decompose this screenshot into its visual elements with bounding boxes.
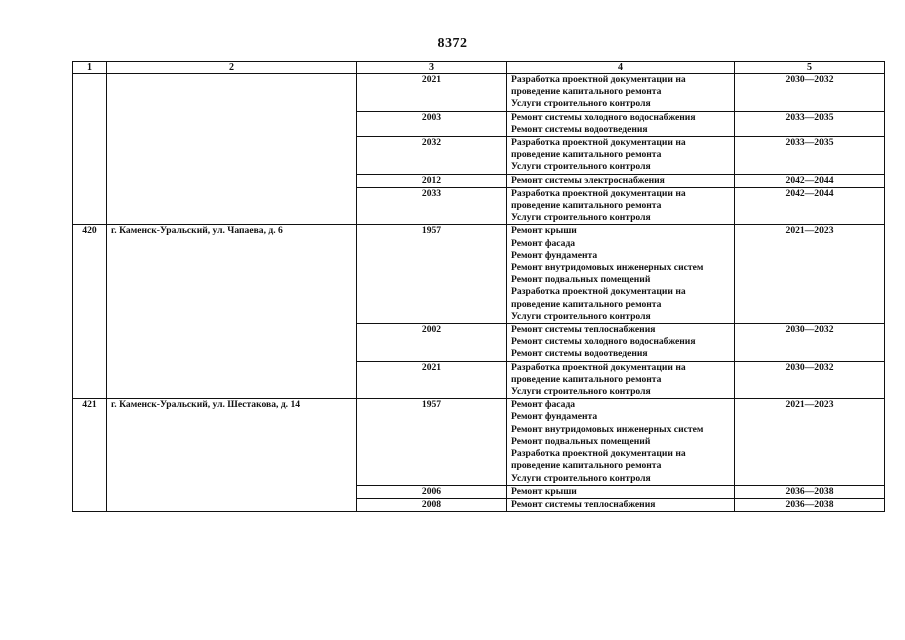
period-cell: 2033—2035 <box>735 137 885 175</box>
year-cell: 2002 <box>357 324 507 362</box>
object-number: 421 <box>73 399 107 512</box>
works-cell <box>507 485 735 498</box>
period-cell: 2033—2035 <box>735 111 885 136</box>
work-item: Разработка проектной документации на <box>511 448 686 460</box>
work-item: Ремонт системы электроснабжения <box>511 174 665 186</box>
work-item: проведение капитального ремонта <box>511 460 662 472</box>
work-item: Ремонт фасада <box>511 237 576 249</box>
object-number <box>73 74 107 225</box>
schedule-body <box>73 74 885 512</box>
work-item: Ремонт внутридомовых инженерных систем <box>511 262 704 274</box>
work-item: Услуги строительного контроля <box>511 472 651 484</box>
work-item: проведение капитального ремонта <box>511 200 662 212</box>
column-header-1: 1 <box>73 62 107 74</box>
work-item: Услуги строительного контроля <box>511 212 651 224</box>
work-item: Ремонт крыши <box>511 225 577 237</box>
work-item: Ремонт подвальных помещений <box>511 274 651 286</box>
works-cell <box>507 361 735 399</box>
work-item: проведение капитального ремонта <box>511 373 662 385</box>
object-address <box>107 74 357 225</box>
period-cell: 2021—2023 <box>735 225 885 324</box>
work-item: Ремонт внутридомовых инженерных систем <box>511 423 704 435</box>
work-item: Ремонт крыши <box>511 485 577 497</box>
year-cell: 2021 <box>357 361 507 399</box>
period-cell: 2036—2038 <box>735 485 885 498</box>
work-item: Ремонт фундамента <box>511 249 598 261</box>
work-item: Ремонт системы холодного водоснабжения <box>511 111 696 123</box>
year-cell: 2012 <box>357 174 507 187</box>
period-cell: 2030—2032 <box>735 74 885 112</box>
works-cell <box>507 174 735 187</box>
work-item: Ремонт системы холодного водоснабжения <box>511 336 696 348</box>
works-cell <box>507 225 735 324</box>
object-address: г. Каменск-Уральский, ул. Чапаева, д. 6 <box>107 225 357 399</box>
year-cell: 2006 <box>357 485 507 498</box>
work-item: Ремонт фундамента <box>511 411 598 423</box>
work-item: Ремонт подвальных помещений <box>511 435 651 447</box>
work-item: Разработка проектной документации на <box>511 74 686 85</box>
table-row <box>73 225 885 324</box>
column-number-row <box>73 62 885 74</box>
period-cell: 2030—2032 <box>735 361 885 399</box>
work-item: Ремонт системы теплоснабжения <box>511 498 656 510</box>
works-cell <box>507 137 735 175</box>
column-header-4: 4 <box>507 62 735 74</box>
work-item: проведение капитального ремонта <box>511 149 662 161</box>
works-cell <box>507 498 735 511</box>
column-header-5: 5 <box>735 62 885 74</box>
period-cell: 2036—2038 <box>735 498 885 511</box>
year-cell: 2008 <box>357 498 507 511</box>
work-item: проведение капитального ремонта <box>511 86 662 98</box>
period-cell: 2030—2032 <box>735 324 885 362</box>
work-item: Ремонт системы теплоснабжения <box>511 324 656 336</box>
works-cell <box>507 187 735 225</box>
work-item: проведение капитального ремонта <box>511 298 662 310</box>
work-item: Услуги строительного контроля <box>511 161 651 173</box>
works-cell <box>507 111 735 136</box>
year-cell: 1957 <box>357 399 507 485</box>
year-cell: 2032 <box>357 137 507 175</box>
column-header-2: 2 <box>107 62 357 74</box>
table-row <box>73 399 885 485</box>
work-item: Услуги строительного контроля <box>511 386 651 398</box>
object-address: г. Каменск-Уральский, ул. Шестакова, д. 14 <box>107 399 357 512</box>
works-cell <box>507 324 735 362</box>
works-cell <box>507 399 735 485</box>
works-cell <box>507 74 735 112</box>
work-item: Разработка проектной документации на <box>511 187 686 199</box>
page-number: 8372 <box>437 36 468 51</box>
table-row <box>73 74 885 112</box>
work-item: Услуги строительного контроля <box>511 310 651 322</box>
work-item: Разработка проектной документации на <box>511 361 686 373</box>
year-cell: 2021 <box>357 74 507 112</box>
work-item: Ремонт системы водоотведения <box>511 123 648 135</box>
year-cell: 1957 <box>357 225 507 324</box>
period-cell: 2042—2044 <box>735 187 885 225</box>
work-item: Ремонт фасада <box>511 399 576 411</box>
work-item: Разработка проектной документации на <box>511 286 686 298</box>
period-cell: 2021—2023 <box>735 399 885 485</box>
repair-schedule-table <box>72 61 885 512</box>
work-item: Ремонт системы водоотведения <box>511 348 648 360</box>
year-cell: 2033 <box>357 187 507 225</box>
year-cell: 2003 <box>357 111 507 136</box>
work-item: Разработка проектной документации на <box>511 137 686 149</box>
column-header-3: 3 <box>357 62 507 74</box>
period-cell: 2042—2044 <box>735 174 885 187</box>
object-number: 420 <box>73 225 107 399</box>
work-item: Услуги строительного контроля <box>511 98 651 110</box>
